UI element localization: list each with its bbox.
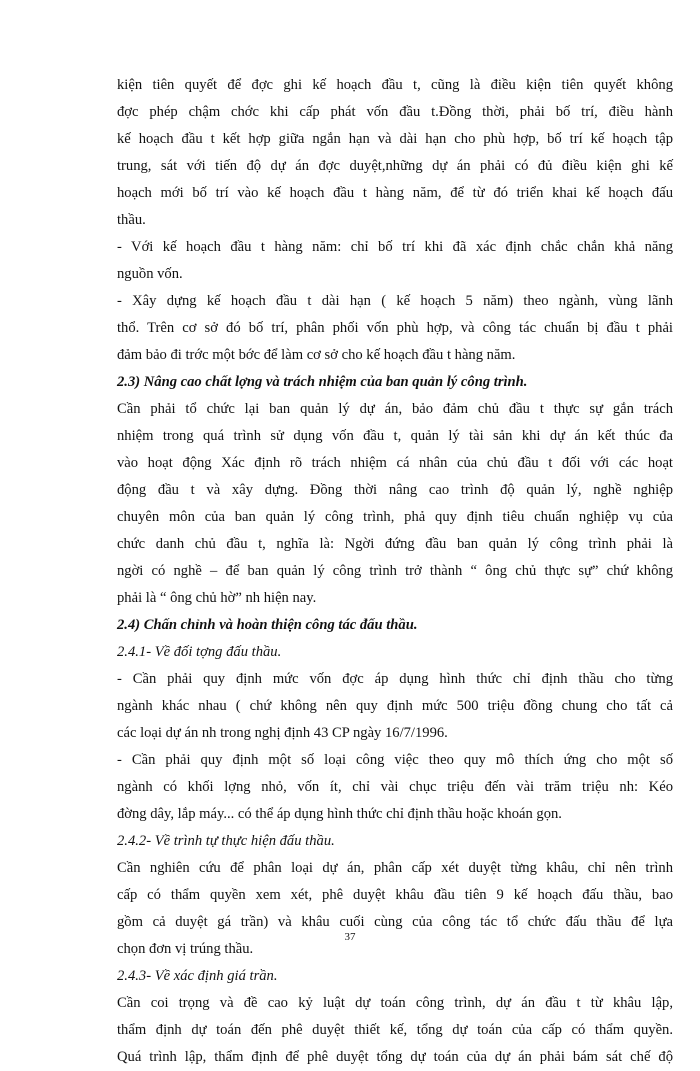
- text-line: trung, sát với tiến độ dự án đợc duyệt,những dự án phải có đủ điều kiện ghi kế: [117, 158, 673, 174]
- text-line: Quá trình lập, thẩm định để phê duyệt tổng dự toán của dự án phải bám sát chế độ: [117, 1049, 673, 1065]
- subsection-heading: 2.4.3- Về xác định giá trần.: [117, 968, 278, 984]
- text-line: Cần phải tổ chức lại ban quản lý dự án, bảo đảm chủ đầu t thực sự gắn trách: [117, 401, 673, 417]
- text-line: động đầu t và xây dựng. Đồng thời nâng cao trình độ quản lý, nghề nghiệp: [117, 482, 673, 498]
- text-line: Cần nghiên cứu để phân loại dự án, phân cấp xét duyệt từng khâu, chỉ nên trình: [117, 860, 673, 876]
- text-line: ngời có nghề – để ban quản lý công trình trở thành “ ông chủ thực sự” chứ không: [117, 563, 673, 579]
- text-line: thẩm định dự toán đến phê duyệt thiết kế, tổng dự toán của cấp có thẩm quyền.: [117, 1022, 673, 1038]
- text-line: gồm cả duyệt gá trần) và khâu cuối cùng của công tác tổ chức đấu thầu để lựa: [117, 914, 673, 930]
- text-line: hoạch mới bố trí vào kế hoạch đầu t hàng năm, để từ đó triển khai kế hoạch đấu: [117, 185, 673, 201]
- text-line: kế hoạch đầu t kết hợp giữa ngắn hạn và dài hạn cho phù hợp, bố trí kế hoạch tập: [117, 131, 673, 147]
- text-line: nhiệm trong quá trình sử dụng vốn đầu t, quản lý tài sản khi dự án kết thúc đa: [117, 428, 673, 444]
- text-line: - Cần phải quy định mức vốn đợc áp dụng hình thức chỉ định thầu cho từng: [117, 671, 673, 687]
- text-line: phải là “ ông chủ hờ” nh hiện nay.: [117, 590, 317, 606]
- text-line: đợc phép chậm chớc khi cấp phát vốn đầu t.Đồng thời, phải bố trí, điều hành: [117, 104, 673, 120]
- text-line: chức danh chủ đầu t, nghĩa là: Ngời đứng đầu ban quản lý công trình phải là: [117, 536, 673, 552]
- text-line: ngành có khối lợng nhỏ, vốn ít, chỉ vài chục triệu đến vài trăm triệu nh: Kéo: [117, 779, 673, 795]
- text-line: chuyên môn của ban quản lý công trình, phả quy định tiêu chuẩn nghiệp vụ của: [117, 509, 673, 525]
- text-line: các loại dự án nh trong nghị định 43 CP ngày 16/7/1996.: [117, 725, 448, 741]
- text-line: - Với kế hoạch đầu t hàng năm: chỉ bố trí khi đã xác định chắc chắn khả năng: [117, 239, 673, 255]
- text-line: vào hoạt động Xác định rõ trách nhiệm cá nhân của chủ đầu t đối với các hoạt: [117, 455, 673, 471]
- section-heading: 2.3) Nâng cao chất lợng và trách nhiệm của ban quản lý công trình.: [117, 374, 528, 390]
- text-line: - Xây dựng kế hoạch đầu t dài hạn ( kế hoạch 5 năm) theo ngành, vùng lãnh: [117, 293, 673, 309]
- text-line: cấp có thẩm quyền xem xét, phê duyệt khâu đầu tiên 9 kế hoạch đấu thầu, bao: [117, 887, 673, 903]
- section-heading: 2.4) Chấn chỉnh và hoàn thiện công tác đấu thầu.: [117, 617, 418, 633]
- text-line: đờng dây, lắp máy... có thể áp dụng hình thức chỉ định thầu hoặc khoán gọn.: [117, 806, 562, 822]
- text-line: nguồn vốn.: [117, 266, 183, 282]
- page-number: 37: [344, 931, 356, 943]
- text-line: ngành khác nhau ( chứ không nên quy định mức 500 triệu đồng chung cho tất cả: [117, 698, 673, 714]
- text-line: Cần coi trọng và đề cao kỷ luật dự toán công trình, dự án đầu t từ khâu lập,: [117, 995, 673, 1011]
- text-line: kiện tiên quyết để đợc ghi kế hoạch đầu t, cũng là điều kiện tiên quyết không: [117, 77, 673, 93]
- subsection-heading: 2.4.1- Về đối tợng đấu thầu.: [117, 644, 282, 660]
- text-line: đảm bảo đi trớc một bớc để làm cơ sở cho kế hoạch đầu t hàng năm.: [117, 347, 516, 363]
- text-line: - Cần phải quy định một số loại công việc theo quy mô thích ứng cho một số: [117, 752, 673, 768]
- text-line: thổ. Trên cơ sở đó bố trí, phân phối vốn phù hợp, và công tác chuẩn bị đầu t phải: [117, 320, 673, 336]
- subsection-heading: 2.4.2- Về trình tự thực hiện đấu thầu.: [117, 833, 335, 849]
- text-line: thầu.: [117, 212, 146, 228]
- text-line: chọn đơn vị trúng thầu.: [117, 941, 254, 957]
- body-text: [117, 72, 673, 1071]
